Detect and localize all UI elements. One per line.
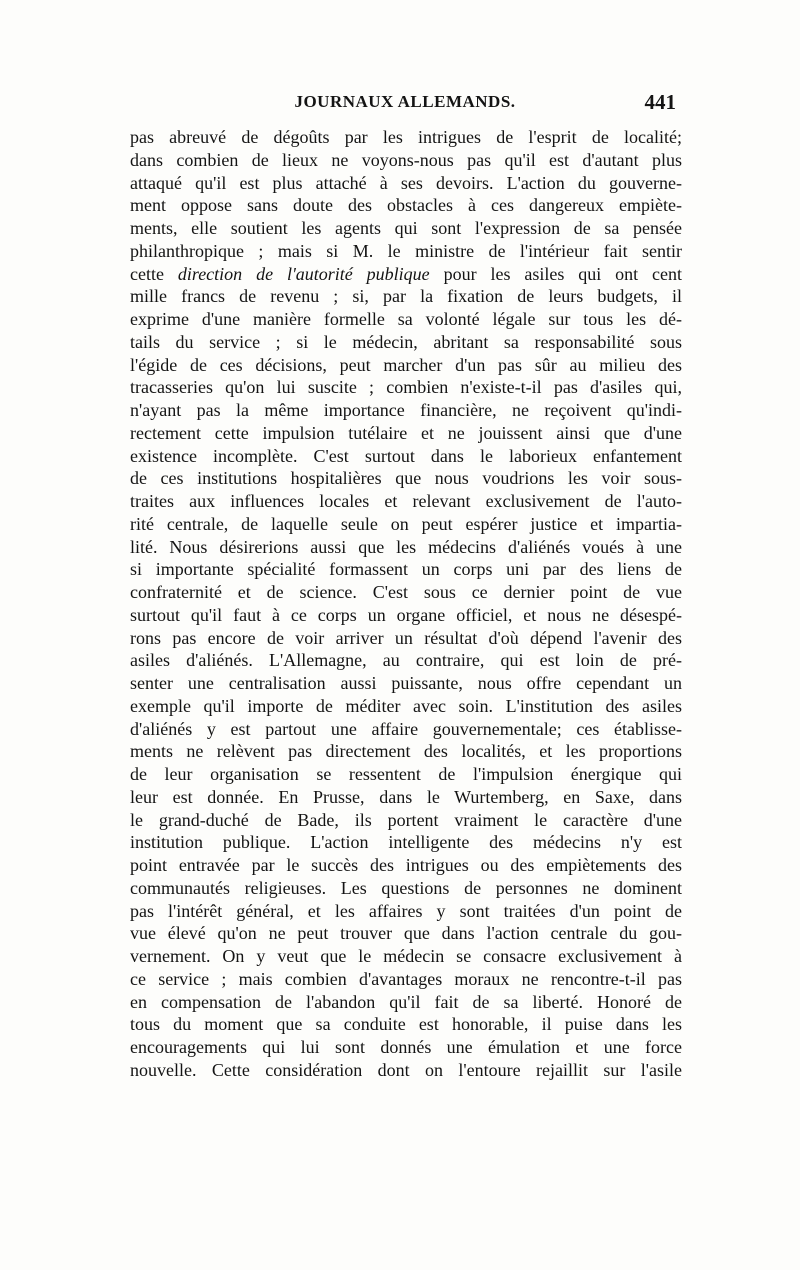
text-line: tracasseries qu'on lui suscite ; combien n'existe-t-il pas d'asiles qui, [130, 377, 682, 398]
text-line: lité. Nous désirerions aussi que les médecins d'aliénés voués à une [130, 536, 682, 557]
text-line: point entravée par le succès des intrigues ou des empiètements des [130, 855, 682, 875]
text-line: d'aliénés y est partout une affaire gouvernementale; ces établisse- [130, 718, 682, 739]
text-line: confraternité et de science. C'est sous ce dernier point de vue [130, 582, 682, 602]
text-line: exemple qu'il importe de méditer avec soin. L'institution des asiles [130, 695, 682, 716]
text-line: en compensation de l'abandon qu'il fait de sa liberté. Honoré de [130, 991, 682, 1012]
text-fragment: pour les asiles qui ont cent [429, 263, 682, 284]
text-line: l'égide de ces décisions, peut marcher d'un pas sûr au milieu des [130, 354, 682, 375]
text-line: rons pas encore de voir arriver un résultat d'où dépend l'avenir des [130, 627, 682, 648]
text-line: surtout qu'il faut à ce corps un organe officiel, et nous ne désespé- [130, 604, 682, 625]
text-line: senter une centralisation aussi puissante, nous offre cependant un [130, 673, 682, 693]
text-line: nouvelle. Cette considération dont on l'entoure rejaillit sur l'asile [130, 1059, 682, 1080]
text-line: existence incomplète. C'est surtout dans le laborieux enfantement [130, 445, 682, 466]
text-line: vernement. On y veut que le médecin se consacre exclusivement à [130, 946, 682, 966]
text-line: rectement cette impulsion tutélaire et ne jouissent ainsi que d'une [130, 422, 682, 443]
text-line: exprime d'une manière formelle sa volonté légale sur tous les dé- [130, 309, 682, 329]
text-fragment: cette [130, 263, 178, 284]
text-line: tails du service ; si le médecin, abritant sa responsabilité sous [130, 331, 682, 352]
text-line: le grand-duché de Bade, ils portent vraiment le caractère d'une [130, 809, 682, 830]
text-line: de ces institutions hospitalières que nous voudrions les voir sous- [130, 468, 682, 489]
text-line: institution publique. L'action intelligente des médecins n'y est [130, 832, 682, 853]
text-line: communautés religieuses. Les questions de personnes ne dominent [130, 877, 682, 898]
text-line: ce service ; mais combien d'avantages moraux ne rencontre-t-il pas [130, 968, 682, 989]
text-line: dans combien de lieux ne voyons-nous pas qu'il est d'autant plus [130, 149, 682, 170]
running-title: JOURNAUX ALLEMANDS. [294, 92, 516, 111]
text-line: asiles d'aliénés. L'Allemagne, au contraire, qui est loin de pré- [130, 650, 682, 671]
italic-phrase: direction de l'autorité publique [177, 263, 430, 284]
text-line: attaqué qu'il est plus attaché à ses devoirs. L'action du gouverne- [130, 172, 682, 193]
text-line-with-italic [130, 263, 682, 286]
text-line: ments, elle soutient les agents qui sont l'expression de sa pensée [130, 218, 682, 238]
text-line: n'ayant pas la même importance financière, ne reçoivent qu'indi- [130, 400, 682, 420]
text-line: ments ne relèvent pas directement des localités, et les proportions [130, 741, 682, 762]
page-number: 441 [644, 90, 676, 114]
text-line: encouragements qui lui sont donnés une émulation et une force [130, 1037, 682, 1057]
text-line: leur est donnée. En Prusse, dans le Wurtemberg, en Saxe, dans [130, 786, 682, 807]
text-line: mille francs de revenu ; si, par la fixation de leurs budgets, il [130, 286, 682, 307]
text-line: traites aux influences locales et relevant exclusivement de l'auto- [130, 491, 682, 511]
text-line: ment oppose sans doute des obstacles à ces dangereux empiète- [130, 195, 682, 216]
text-line: rité centrale, de laquelle seule on peut espérer justice et impartia- [130, 513, 682, 534]
text-line: pas l'intérêt général, et les affaires y sont traitées d'un point de [130, 900, 682, 921]
body-text [130, 126, 682, 1082]
text-line: tous du moment que sa conduite est honorable, il puise dans les [130, 1014, 682, 1035]
running-head [130, 92, 680, 118]
text-line: si importante spécialité formassent un corps uni par des liens de [130, 559, 682, 580]
text-line: vue élevé qu'on ne peut trouver que dans l'action centrale du gou- [130, 923, 682, 944]
text-line: de leur organisation se ressentent de l'impulsion énergique qui [130, 764, 682, 784]
text-line: pas abreuvé de dégoûts par les intrigues de l'esprit de localité; [130, 127, 682, 147]
text-line: philanthropique ; mais si M. le ministre de l'intérieur fait sentir [130, 240, 682, 261]
